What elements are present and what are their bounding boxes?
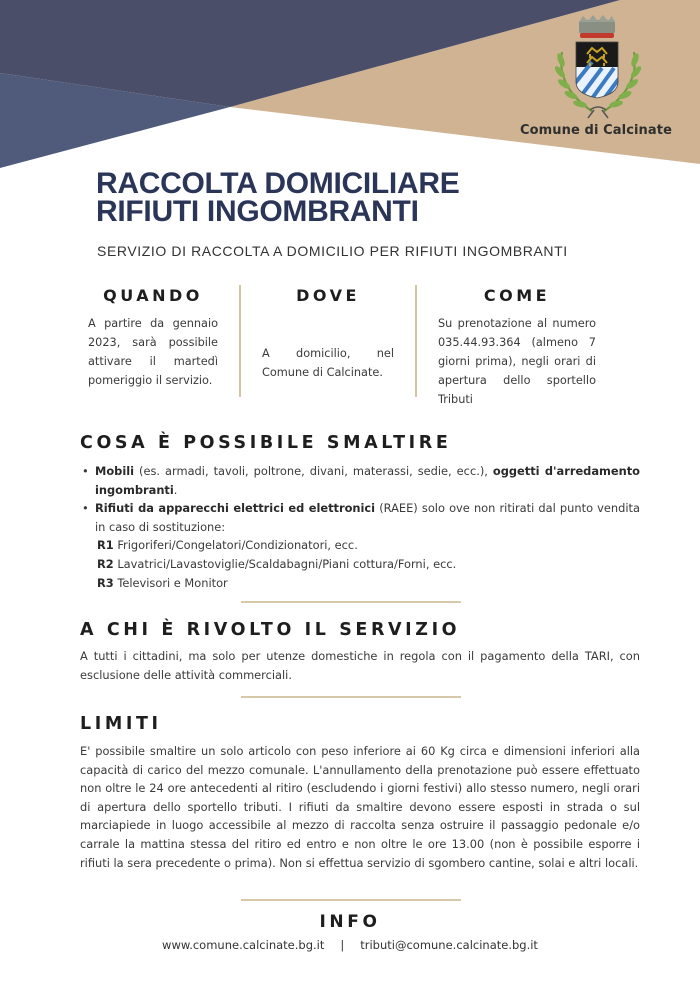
list-item [80, 462, 640, 499]
section-heading-info: INFO [319, 912, 381, 932]
item-text: . [173, 482, 178, 497]
item-bold: oggetti d'arredamento ingombranti [95, 464, 640, 497]
column-quando-heading: QUANDO [103, 286, 203, 305]
raee-text: Frigoriferi/Congelatori/Condizionatori, ecc. [113, 538, 358, 553]
item-text: (es. armadi, tavoli, poltrone, divani, materassi, sedie, ecc.), [134, 464, 493, 478]
section-heading-cosa: COSA È POSSIBILE SMALTIRE [80, 433, 452, 453]
website-link[interactable]: www.comune.calcinate.bg.it [162, 938, 325, 952]
shield-icon [568, 42, 624, 104]
disposable-items-list [80, 462, 640, 592]
column-quando-text: A partire da gennaio 2023, sarà possibile attivare il martedì pomeriggio il servizio. [88, 317, 218, 387]
raee-text: Televisori e Monitor [113, 575, 228, 590]
column-quando [88, 286, 218, 390]
municipality-name: Comune di Calcinate [519, 123, 673, 138]
column-dove-heading: DOVE [296, 286, 360, 305]
raee-code: R1 [97, 538, 114, 553]
column-divider [415, 285, 417, 397]
item-bold: Rifiuti da apparecchi elettrici ed elettronici [95, 501, 376, 516]
section-text-rivolto: A tutti i cittadini, ma solo per utenze domestiche in regola con il pagamento della TARI, con esclusione delle attività commerciali. [80, 649, 640, 682]
column-come-text: Su prenotazione al numero 035.44.93.364 (almeno 7 giorni prima), negli orari di apertura dello sportello Tributi [438, 317, 596, 406]
column-come-heading: COME [483, 286, 551, 305]
bullet-icon: • [82, 464, 89, 478]
crown-icon [579, 15, 615, 38]
contact-line [0, 938, 700, 952]
coat-of-arms-icon [548, 12, 648, 122]
raee-category [97, 536, 640, 555]
page-title-line-2: RIFIUTI INGOMBRANTI [96, 195, 419, 228]
page-title [96, 167, 460, 228]
raee-category [97, 555, 640, 574]
section-heading-rivolto: A CHI È RIVOLTO IL SERVIZIO [80, 620, 461, 640]
bullet-icon: • [82, 501, 89, 516]
page-title-line-1: RACCOLTA DOMICILIARE [96, 167, 460, 200]
item-text: (RAEE) solo ove non ritirati dal punto vendita in caso di sostituzione: [95, 501, 640, 534]
raee-category-list [95, 536, 640, 592]
raee-text: Lavatrici/Lavastoviglie/Scaldabagni/Piani cottura/Forni, ecc. [113, 556, 457, 571]
section-text-limiti: E' possibile smaltire un solo articolo con peso inferiore ai 60 Kg circa e dimensioni inferiori alla capacità di carico del mezzo comunale. L'annullamento della prenotazione può essere effettuato non oltre le 24 ore antecedenti al ritiro (escludendo i giorni festivi) allo stesso numero, negli orari di apertura dello sportello tributi. I rifiuti da smaltire devono essere esposti in strada o sul marciapiede in luogo accessibile al mezzo di raccolta senza ostruire il passaggio pedonale e/o carrale la mattina stessa del ritiro ed entro e non oltre le ore 13.00 (non è possibile esporre i rifiuti la sera precedente o prima). Non si effettua servizio di sgombero cantine, solai e altri locali. [80, 744, 640, 870]
column-dove [262, 286, 394, 382]
section-divider [241, 696, 461, 698]
column-dove-text: A domicilio, nel Comune di Calcinate. [262, 347, 394, 379]
column-divider [239, 285, 241, 397]
raee-code: R2 [97, 556, 114, 571]
item-bold: Mobili [95, 464, 135, 478]
column-come [438, 286, 596, 409]
email-link[interactable]: tributi@comune.calcinate.bg.it [360, 938, 538, 952]
section-heading-limiti: LIMITI [80, 714, 162, 734]
section-divider [241, 899, 461, 901]
contact-separator: | [340, 938, 345, 952]
section-divider [241, 601, 461, 603]
raee-category [97, 574, 640, 593]
page-subtitle: SERVIZIO DI RACCOLTA A DOMICILIO PER RIFIUTI INGOMBRANTI [97, 243, 568, 259]
raee-code: R3 [97, 575, 114, 590]
list-item [80, 499, 640, 592]
